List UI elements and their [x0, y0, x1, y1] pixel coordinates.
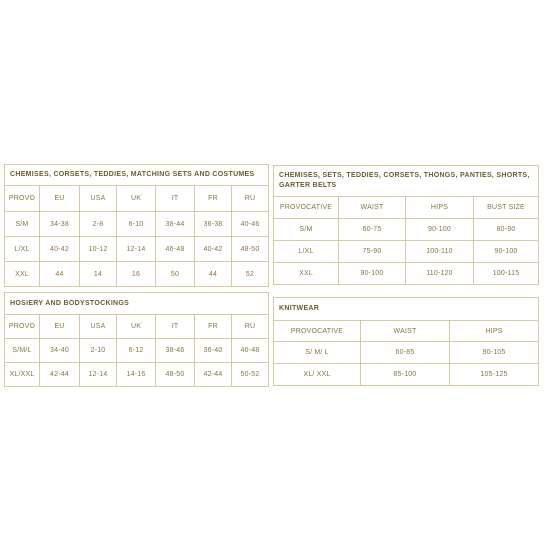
- table-cell: 46-48: [156, 237, 195, 262]
- table-cell: S/ M/ L: [274, 342, 361, 364]
- table-cell: 2-10: [80, 339, 117, 363]
- table-title: CHEMISES, CORSETS, TEDDIES, MATCHING SETS AND COSTUMES: [5, 165, 269, 186]
- table-cell: 105-125: [450, 364, 539, 386]
- table-cell: S/M: [274, 219, 339, 241]
- table-row: [274, 342, 539, 364]
- table-cell: 34-40: [40, 339, 80, 363]
- table-cell: 100-110: [406, 241, 474, 263]
- table-row: [5, 339, 269, 363]
- table-header-row: [5, 186, 269, 212]
- table-cell: 50: [156, 262, 195, 287]
- table-cell: 40-46: [232, 212, 269, 237]
- table-cell: 14-16: [117, 363, 156, 387]
- table-cell: 6-12: [117, 339, 156, 363]
- table-cell: 48-50: [156, 363, 195, 387]
- header-cell: EU: [40, 186, 80, 212]
- table-cell: 60-75: [339, 219, 406, 241]
- table-cell: XL/ XXL: [274, 364, 361, 386]
- table-cell: 42-44: [40, 363, 80, 387]
- table-cell: 42-44: [195, 363, 232, 387]
- table-cell: 14: [80, 262, 117, 287]
- table-cell: L/XL: [274, 241, 339, 263]
- table-cell: 40-42: [40, 237, 80, 262]
- table-cell: 16: [117, 262, 156, 287]
- header-cell: IT: [156, 186, 195, 212]
- table-cell: 36-38: [195, 212, 232, 237]
- table-cell: 36-40: [195, 339, 232, 363]
- header-cell: USA: [80, 186, 117, 212]
- header-cell: WAIST: [339, 197, 406, 219]
- size-table-hosiery: [4, 292, 269, 387]
- table-cell: 38-44: [156, 212, 195, 237]
- table-row: [5, 363, 269, 387]
- table-cell: 52: [232, 262, 269, 287]
- table-header-row: [274, 321, 539, 342]
- table-cell: 100-115: [474, 263, 539, 285]
- table-row: [274, 364, 539, 386]
- table-cell: 40-42: [195, 237, 232, 262]
- table-cell: 90-100: [474, 241, 539, 263]
- table-cell: XXL: [5, 262, 40, 287]
- table-cell: 38-46: [156, 339, 195, 363]
- table-row: [5, 212, 269, 237]
- table-cell: 85-100: [361, 364, 450, 386]
- table-cell: 44: [40, 262, 80, 287]
- table-row: [274, 241, 539, 263]
- table-cell: 90-105: [450, 342, 539, 364]
- header-cell: PROVO: [5, 315, 40, 339]
- header-cell: UK: [117, 315, 156, 339]
- table-cell: 90-100: [339, 263, 406, 285]
- header-cell: HIPS: [406, 197, 474, 219]
- table-header-row: [5, 315, 269, 339]
- table-cell: 10-12: [80, 237, 117, 262]
- table-row: [5, 237, 269, 262]
- table-cell: 12-14: [117, 237, 156, 262]
- table-cell: 60-85: [361, 342, 450, 364]
- table-cell: 80-90: [474, 219, 539, 241]
- table-cell: 40-48: [232, 339, 269, 363]
- header-cell: EU: [40, 315, 80, 339]
- header-cell: HIPS: [450, 321, 539, 342]
- header-cell: PROVO: [5, 186, 40, 212]
- size-table-chemises-thongs: [273, 165, 539, 285]
- table-cell: 34-38: [40, 212, 80, 237]
- table-title: HOSIERY AND BODYSTOCKINGS: [5, 293, 269, 315]
- size-table-chemises-corsets: [4, 164, 269, 287]
- header-cell: FR: [195, 186, 232, 212]
- header-cell: UK: [117, 186, 156, 212]
- table-header-row: [274, 197, 539, 219]
- table-cell: S/M: [5, 212, 40, 237]
- table-cell: 110-120: [406, 263, 474, 285]
- header-cell: FR: [195, 315, 232, 339]
- header-cell: IT: [156, 315, 195, 339]
- table-row: [274, 219, 539, 241]
- table-title: CHEMISES, SETS, TEDDIES, CORSETS, THONGS, PANTIES, SHORTS, GARTER BELTS: [274, 166, 539, 197]
- header-cell: USA: [80, 315, 117, 339]
- table-cell: 2-8: [80, 212, 117, 237]
- header-cell: PROVOCATIVE: [274, 321, 361, 342]
- header-cell: BUST SIZE: [474, 197, 539, 219]
- table-cell: XXL: [274, 263, 339, 285]
- table-cell: XL/XXL: [5, 363, 40, 387]
- size-table-knitwear: [273, 297, 539, 386]
- table-row: [5, 262, 269, 287]
- table-cell: 90-100: [406, 219, 474, 241]
- header-cell: PROVOCATIVE: [274, 197, 339, 219]
- header-cell: RU: [232, 186, 269, 212]
- table-cell: S/M/L: [5, 339, 40, 363]
- table-title: KNITWEAR: [274, 298, 539, 321]
- table-cell: L/XL: [5, 237, 40, 262]
- table-cell: 48-50: [232, 237, 269, 262]
- table-cell: 12-14: [80, 363, 117, 387]
- table-cell: 44: [195, 262, 232, 287]
- header-cell: RU: [232, 315, 269, 339]
- header-cell: WAIST: [361, 321, 450, 342]
- table-cell: 50-52: [232, 363, 269, 387]
- table-cell: 6-10: [117, 212, 156, 237]
- table-row: [274, 263, 539, 285]
- table-cell: 75-90: [339, 241, 406, 263]
